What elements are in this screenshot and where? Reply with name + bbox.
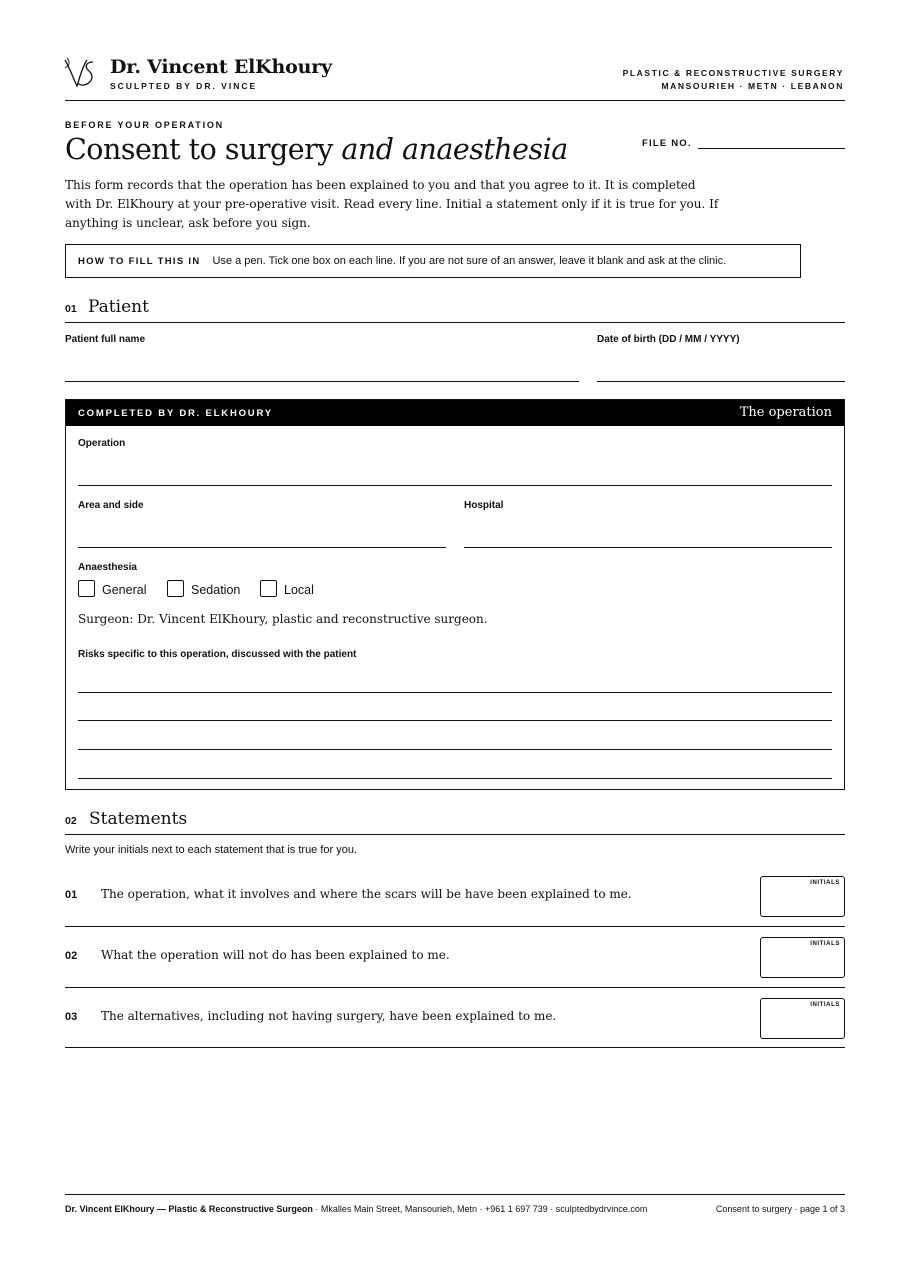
statement-rule — [65, 987, 845, 988]
patient-name-label: Patient full name — [65, 334, 146, 345]
page-title — [65, 133, 568, 166]
section-title: Statements — [89, 809, 188, 829]
title-italic: and anaesthesia — [341, 133, 568, 166]
howto-label: HOW TO FILL THIS IN — [78, 255, 201, 267]
footer-rule — [65, 1194, 845, 1195]
intro-text: This form records that the operation has been explained to you and that you agree to it. It is completed with Dr. ElKhoury at your pre-operative visit. Read every line. Initial a statement only if it is true for you. If anything is unclear, ask before you sign. — [65, 178, 719, 230]
practice-info — [623, 67, 844, 93]
footer — [65, 1204, 845, 1214]
statement-text: The alternatives, including not having surgery, have been explained to me. — [101, 1009, 557, 1023]
risks-label: Risks specific to this operation, discussed with the patient — [78, 649, 357, 660]
operation-label: Operation — [78, 438, 126, 449]
section-number: 02 — [65, 815, 77, 827]
operation-field[interactable] — [78, 485, 832, 486]
footer-name: Dr. Vincent ElKhoury — Plastic & Reconstructive Surgeon — [65, 1204, 313, 1214]
statement-number: 02 — [65, 950, 78, 962]
initials-label: INITIALS — [810, 1002, 840, 1008]
statement-text: The operation, what it involves and where the scars will be have been explained to me. — [101, 887, 632, 901]
statement-number: 01 — [65, 889, 78, 901]
footer-page: Consent to surgery · page 1 of 3 — [715, 1204, 845, 1214]
local-label: Local — [284, 583, 314, 597]
file-no-label: FILE NO. — [642, 138, 692, 149]
area-side-field[interactable] — [78, 547, 446, 548]
dob-field[interactable] — [597, 381, 845, 382]
howto-text: Use a pen. Tick one box on each line. If you are not sure of an answer, leave it blank and ask at the clinic. — [212, 255, 727, 267]
anaesthesia-label: Anaesthesia — [78, 562, 137, 573]
surgeon-statement: Surgeon: Dr. Vincent ElKhoury, plastic and reconstructive surgeon. — [78, 612, 488, 626]
section-number: 01 — [65, 303, 77, 315]
sedation-checkbox[interactable] — [167, 580, 184, 597]
statement-rule — [65, 926, 845, 927]
statement-rule — [65, 1047, 845, 1048]
hospital-field[interactable] — [464, 547, 832, 548]
brand-tagline: SCULPTED BY DR. VINCE — [110, 81, 258, 91]
vs-monogram-icon — [63, 56, 99, 90]
general-checkbox[interactable] — [78, 580, 95, 597]
area-side-label: Area and side — [78, 500, 144, 511]
file-no-field[interactable] — [698, 148, 845, 149]
sedation-label: Sedation — [191, 583, 241, 597]
dob-label: Date of birth (DD / MM / YYYY) — [597, 334, 740, 345]
risks-line[interactable] — [78, 720, 832, 721]
local-checkbox[interactable] — [260, 580, 277, 597]
risks-line[interactable] — [78, 692, 832, 693]
operation-panel-bar — [66, 400, 844, 426]
initials-label: INITIALS — [810, 880, 840, 886]
general-label: General — [102, 583, 147, 597]
statement-text: What the operation will not do has been explained to me. — [101, 948, 450, 962]
completed-by-label: COMPLETED BY DR. ELKHOURY — [78, 408, 273, 419]
risks-line[interactable] — [78, 778, 832, 779]
operation-panel-title: The operation — [739, 405, 832, 420]
footer-practice — [65, 1204, 647, 1214]
section-rule — [65, 322, 845, 323]
section-title: Patient — [88, 297, 149, 317]
initials-box[interactable] — [760, 876, 845, 917]
patient-name-field[interactable] — [65, 381, 579, 382]
footer-contact: · Mkalles Main Street, Mansourieh, Metn · +961 1 697 739 · sculptedbydrvince.com — [312, 1204, 648, 1214]
initials-label: INITIALS — [810, 941, 840, 947]
header-rule — [65, 100, 845, 101]
kicker: BEFORE YOUR OPERATION — [65, 120, 224, 130]
specialty: PLASTIC & RECONSTRUCTIVE SURGERY — [622, 68, 844, 78]
howto-box — [65, 244, 801, 278]
title-main: Consent to surgery — [65, 133, 333, 166]
hospital-label: Hospital — [464, 500, 504, 511]
statements-instruction: Write your initials next to each statement that is true for you. — [65, 844, 358, 856]
location: MANSOURIEH · METN · LEBANON — [661, 81, 844, 91]
initials-box[interactable] — [760, 937, 845, 978]
brand-name: Dr. Vincent ElKhoury — [110, 56, 332, 78]
initials-box[interactable] — [760, 998, 845, 1039]
operation-panel — [65, 399, 845, 790]
statement-number: 03 — [65, 1011, 78, 1023]
section-rule — [65, 834, 845, 835]
risks-line[interactable] — [78, 749, 832, 750]
